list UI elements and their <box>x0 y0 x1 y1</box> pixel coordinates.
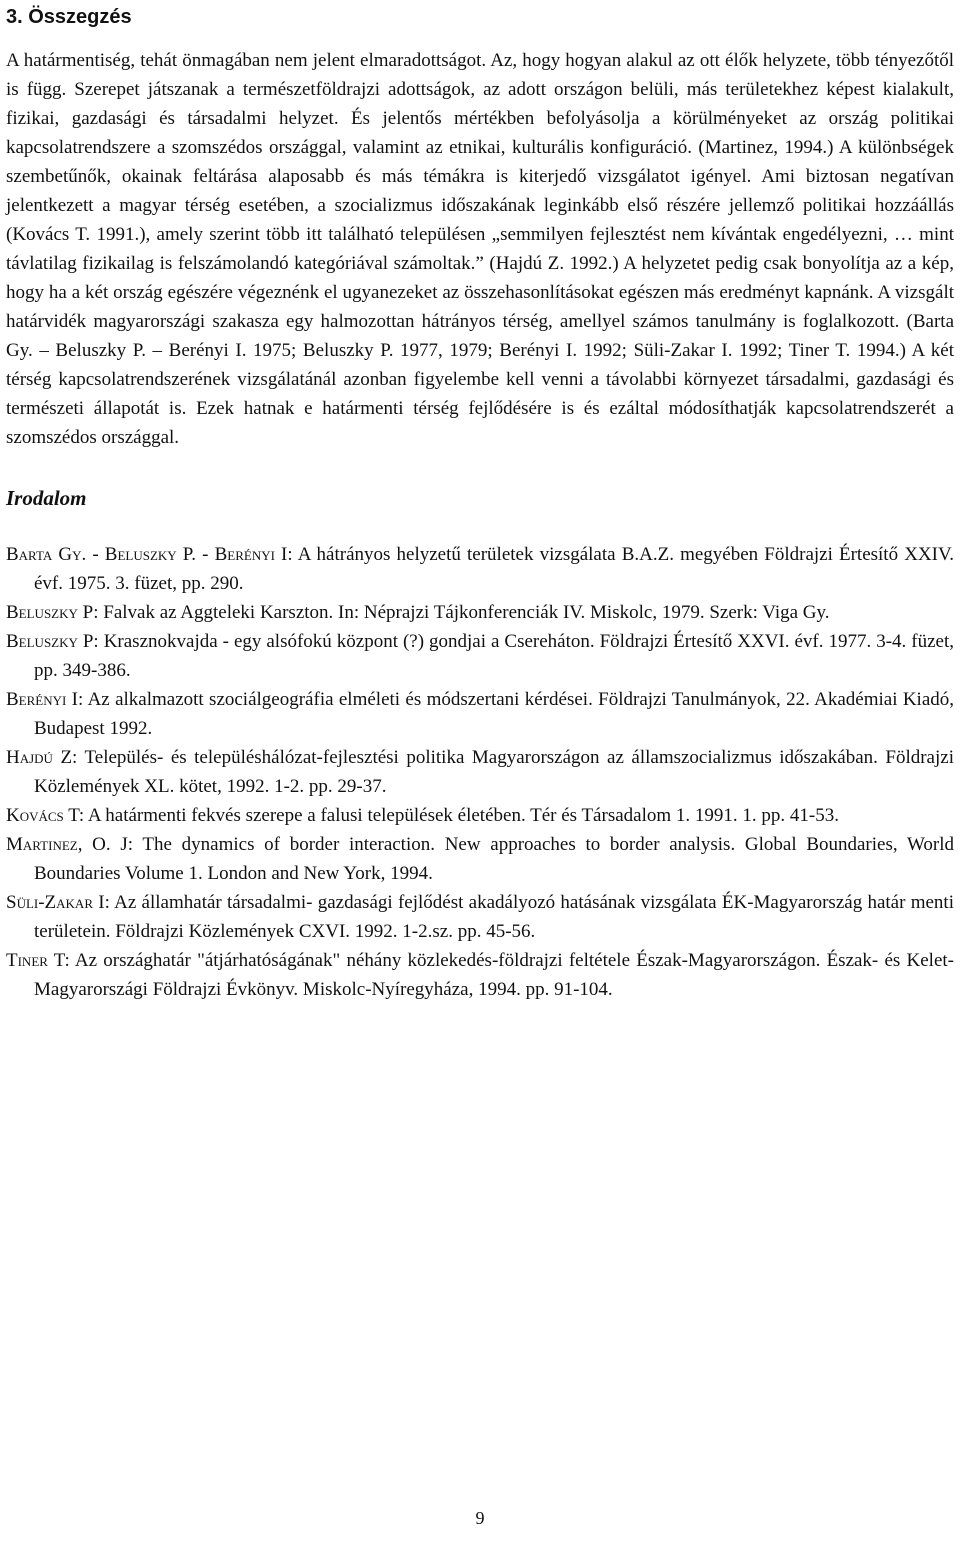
reference-author: Beluszky P: <box>6 602 99 623</box>
reference-item <box>6 888 954 946</box>
reference-text: Az államhatár társadalmi- gazdasági fejlődést akadályozó hatásának vizsgálata ÉK-Magyarország határ menti területein. Földrajzi Közlemények CXVI. 1992. 1-2.sz. pp. 45-56. <box>34 892 954 942</box>
reference-text: The dynamics of border interaction. New approaches to border analysis. Global Boundaries, World Boundaries Volume 1. London and New York, 1994. <box>34 834 954 884</box>
reference-author: Martinez, O. J: <box>6 834 134 855</box>
page-number: 9 <box>475 1508 485 1528</box>
reference-list <box>6 540 954 1004</box>
reference-item <box>6 627 954 685</box>
references-title: Irodalom <box>6 486 87 510</box>
reference-item <box>6 946 954 1004</box>
summary-paragraph: A határmentiség, tehát önmagában nem jelent elmaradottságot. Az, hogy hogyan alakul az ott élők helyzete, több tényezőtől is függ. Szerepet játszanak a természetföldrajzi adottságok, az adott országon belüli, más területekhez képest kialakult, fizikai, gazdasági és társadalmi helyzet. És jelentős mértékben befolyásolja a körülményeket az ország politikai kapcsolatrendszere a szomszédos országgal, valamint az etnikai, kulturális konfiguráció. (Martinez, 1994.) A különbségek szembetűnők, okainak feltárása alaposabb és más témákra is kiterjedő vizsgálatot igényel. Ami biztosan negatívan jelentkezett a magyar térség esetében, a szocializmus időszakának leginkább első részére jellemző politikai hozzáállás (Kovács T. 1991.), amely szerint több itt található településen „semmilyen fejlesztést nem kívántak engedélyezni, … mint távlatilag fizikailag is felszámolandó kategóriával számoltak.” (Hajdú Z. 1992.) A helyzetet pedig csak bonyolítja az a kép, hogy ha a két ország egészére végeznénk el ugyanezeket az összehasonlításokat egészen más eredményt kapnánk. A vizsgált határvidék magyarországi szakasza egy halmozottan hátrányos térség, amellyel számos tanulmány is foglalkozott. (Barta Gy. – Beluszky P. – Berényi I. 1975; Beluszky P. 1977, 1979; Berényi I. 1992; Süli-Zakar I. 1992; Tiner T. 1994.) A két térség kapcsolatrendszerének vizsgálatánál azonban figyelembe kell venni a távolabbi környezet társadalmi, gazdasági és természeti állapotát is. Ezek hatnak e határmenti térség fejlődésére is és ezáltal módosíthatják kapcsolatrendszerét a szomszédos országgal. <box>6 50 954 448</box>
reference-author: Süli-Zakar I: <box>6 892 110 913</box>
reference-item <box>6 685 954 743</box>
reference-item <box>6 598 954 627</box>
document-page <box>6 0 954 1004</box>
reference-text: Az országhatár "átjárhatóságának" néhány közlekedés-földrajzi feltétele Észak-Magyarországon. Észak- és Kelet-Magyarországi Földrajzi Évkönyv. Miskolc-Nyíregyháza, 1994. pp. 91-104. <box>34 950 954 1000</box>
reference-text: A hátrányos helyzetű területek vizsgálata B.A.Z. megyében Földrajzi Értesítő XXIV. évf. 1975. 3. füzet, pp. 290. <box>34 544 954 594</box>
reference-author: Kovács T: <box>6 805 85 826</box>
reference-text: Település- és településhálózat-fejlesztési politika Magyarországon az államszocializmus időszakában. Földrajzi Közlemények XL. kötet, 1992. 1-2. pp. 29-37. <box>34 747 954 797</box>
reference-text: A határmenti fekvés szerepe a falusi települések életében. Tér és Társadalom 1. 1991. 1. pp. 41-53. <box>84 805 839 826</box>
reference-author: Tiner T: <box>6 950 70 971</box>
reference-text: Falvak az Aggteleki Karszton. In: Néprajzi Tájkonferenciák IV. Miskolc, 1979. Szerk: Viga Gy. <box>98 602 830 623</box>
reference-author: Berényi I: <box>6 689 84 710</box>
section-heading: 3. Összegzés <box>6 6 132 28</box>
reference-item <box>6 540 954 598</box>
reference-item <box>6 801 954 830</box>
reference-text: Krasznokvajda - egy alsófokú központ (?) gondjai a Csereháton. Földrajzi Értesítő XXVI. évf. 1977. 3-4. füzet, pp. 349-386. <box>34 631 954 681</box>
reference-author: Barta Gy. - Beluszky P. - Berényi I: <box>6 544 293 565</box>
reference-item <box>6 830 954 888</box>
reference-text: Az alkalmazott szociálgeográfia elméleti és módszertani kérdései. Földrajzi Tanulmányok, 22. Akadémiai Kiadó, Budapest 1992. <box>34 689 954 739</box>
reference-author: Beluszky P: <box>6 631 99 652</box>
reference-author: Hajdú Z: <box>6 747 78 768</box>
reference-item <box>6 743 954 801</box>
